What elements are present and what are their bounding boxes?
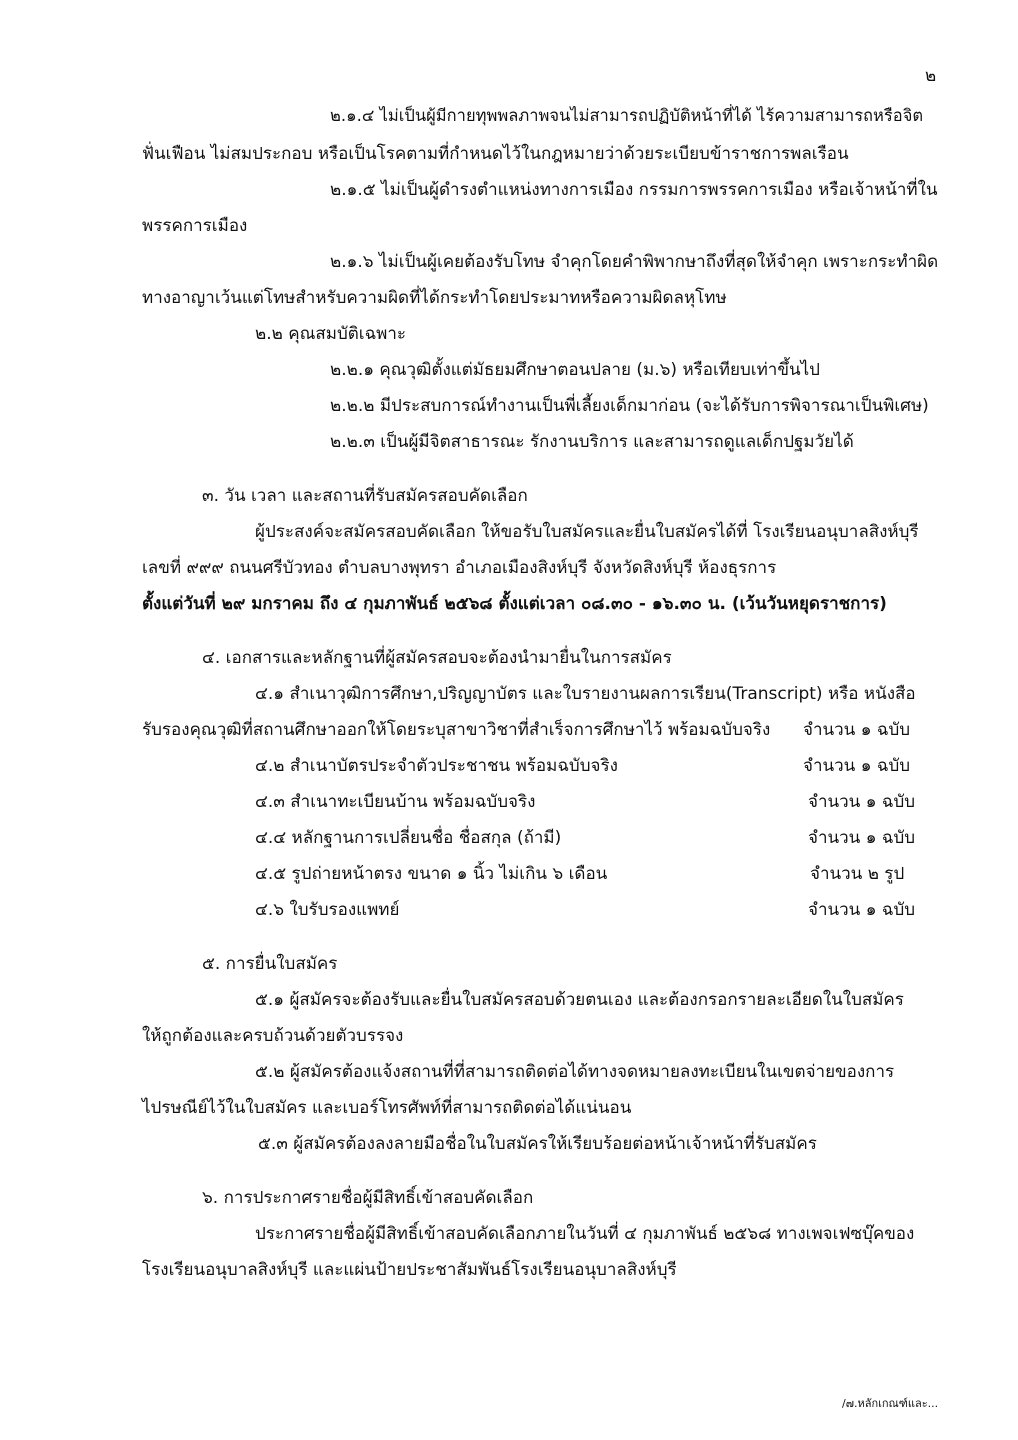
item-2-2-3: ๒.๒.๓ เป็นผู้มีจิตสาธารณะ รักงานบริการ และสามารถดูแลเด็กปฐมวัยได้	[330, 432, 854, 452]
item-5-2-line2: ไปรษณีย์ไว้ในใบสมัคร และเบอร์โทรศัพท์ที่สามารถติดต่อได้แน่นอน	[142, 1098, 632, 1118]
item-4-6-count: จำนวน ๑ ฉบับ	[808, 900, 916, 920]
item-2-1-4-line2: ฟั่นเฟือน ไม่สมประกอบ หรือเป็นโรคตามที่กำหนดไว้ในกฎหมายว่าด้วยระเบียบข้าราชการพลเรือน	[142, 144, 849, 164]
section-6-line2: โรงเรียนอนุบาลสิงห์บุรี และแผ่นป้ายประชาสัมพันธ์โรงเรียนอนุบาลสิงห์บุรี	[142, 1260, 677, 1280]
item-4-1-count: จำนวน ๑ ฉบับ	[803, 720, 911, 740]
section-3-line3	[142, 592, 887, 616]
item-2-1-4-line1: ๒.๑.๔ ไม่เป็นผู้มีกายทุพพลภาพจนไม่สามารถปฏิบัติหน้าที่ได้ ไร้ความสามารถหรือจิต	[330, 106, 924, 125]
application-dates: ๒๙ มกราคม ถึง ๔ กุมภาพันธ์ ๒๕๖๘ ตั้งแต่เวลา ๐๘.๓๐ - ๑๖.๓๐ น. (เว้นวันหยุดราชการ)	[221, 594, 887, 614]
item-4-2-count: จำนวน ๑ ฉบับ	[803, 756, 911, 776]
item-4-2: ๔.๒ สำเนาบัตรประจำตัวประชาชน พร้อมฉบับจริง	[255, 756, 618, 776]
item-2-2-1: ๒.๒.๑ คุณวุฒิตั้งแต่มัธยมศึกษาตอนปลาย (ม.๖) หรือเทียบเท่าขึ้นไป	[330, 360, 820, 380]
item-4-5-count: จำนวน ๒ รูป	[810, 864, 905, 884]
section-3-line3-prefix: ตั้งแต่วันที่	[142, 594, 222, 614]
item-2-2-2: ๒.๒.๒ มีประสบการณ์ทำงานเป็นพี่เลี้ยงเด็กมาก่อน (จะได้รับการพิจารณาเป็นพิเศษ)	[330, 396, 929, 416]
section-2-2-title: ๒.๒ คุณสมบัติเฉพาะ	[255, 324, 407, 344]
item-5-3: ๕.๓ ผู้สมัครต้องลงลายมือชื่อในใบสมัครให้เรียบร้อยต่อหน้าเจ้าหน้าที่รับสมัคร	[258, 1134, 817, 1154]
item-4-3-count: จำนวน ๑ ฉบับ	[808, 792, 916, 812]
footer-continuation: /๗.หลักเกณฑ์และ...	[842, 1397, 939, 1410]
item-5-2-line1: ๕.๒ ผู้สมัครต้องแจ้งสถานที่ที่สามารถติดต่อได้ทางจดหมายลงทะเบียนในเขตจ่ายของการ	[255, 1062, 895, 1082]
item-2-1-5-line1: ๒.๑.๕ ไม่เป็นผู้ดำรงตำแหน่งทางการเมือง กรรมการพรรคการเมือง หรือเจ้าหน้าที่ใน	[330, 180, 938, 200]
item-4-3: ๔.๓ สำเนาทะเบียนบ้าน พร้อมฉบับจริง	[255, 792, 536, 812]
item-5-1-line1: ๕.๑ ผู้สมัครจะต้องรับและยื่นใบสมัครสอบด้วยตนเอง และต้องกรอกรายละเอียดในใบสมัคร	[255, 990, 904, 1010]
item-4-1-line2: รับรองคุณวุฒิที่สถานศึกษาออกให้โดยระบุสาขาวิชาที่สำเร็จการศึกษาไว้ พร้อมฉบับจริง	[142, 720, 771, 740]
section-6-line1: ประกาศรายชื่อผู้มีสิทธิ์เข้าสอบคัดเลือกภายในวันที่ ๔ กุมภาพันธ์ ๒๕๖๘ ทางเพจเฟซบุ๊คของ	[255, 1224, 915, 1244]
item-4-6: ๔.๖ ใบรับรองแพทย์	[255, 900, 400, 920]
item-2-1-6-line2: ทางอาญาเว้นแต่โทษสำหรับความผิดที่ได้กระทำโดยประมาทหรือความผิดลหุโทษ	[142, 288, 727, 308]
item-4-5: ๔.๕ รูปถ่ายหน้าตรง ขนาด ๑ นิ้ว ไม่เกิน ๖ เดือน	[255, 864, 608, 884]
section-3-line1: ผู้ประสงค์จะสมัครสอบคัดเลือก ให้ขอรับใบสมัครและยื่นใบสมัครได้ที่ โรงเรียนอนุบาลสิงห์บุรี	[255, 522, 919, 542]
section-6-title: ๖. การประกาศรายชื่อผู้มีสิทธิ์เข้าสอบคัดเลือก	[202, 1188, 534, 1208]
item-4-4-count: จำนวน ๑ ฉบับ	[808, 828, 916, 848]
item-4-4: ๔.๔ หลักฐานการเปลี่ยนชื่อ ชื่อสกุล (ถ้ามี)	[255, 828, 562, 848]
section-3-line2: เลขที่ ๙๙๙ ถนนศรีบัวทอง ตำบลบางพุทรา อำเภอเมืองสิงห์บุรี จังหวัดสิงห์บุรี ห้องธุรการ	[142, 558, 777, 578]
item-5-1-line2: ให้ถูกต้องและครบถ้วนด้วยตัวบรรจง	[142, 1026, 404, 1046]
item-2-1-6-line1: ๒.๑.๖ ไม่เป็นผู้เคยต้องรับโทษ จำคุกโดยคำพิพากษาถึงที่สุดให้จำคุก เพราะกระทำผิด	[330, 252, 939, 272]
section-4-title: ๔. เอกสารและหลักฐานที่ผู้สมัครสอบจะต้องนำมายื่นในการสมัคร	[202, 648, 672, 668]
page-number: ๒	[925, 66, 937, 86]
item-4-1-line1: ๔.๑ สำเนาวุฒิการศึกษา,ปริญญาบัตร และใบรายงานผลการเรียน(Transcript) หรือ หนังสือ	[255, 684, 916, 704]
section-5-title: ๕. การยื่นใบสมัคร	[202, 954, 338, 974]
section-3-title: ๓. วัน เวลา และสถานที่รับสมัครสอบคัดเลือก	[202, 486, 528, 506]
item-2-1-5-line2: พรรคการเมือง	[142, 216, 248, 236]
